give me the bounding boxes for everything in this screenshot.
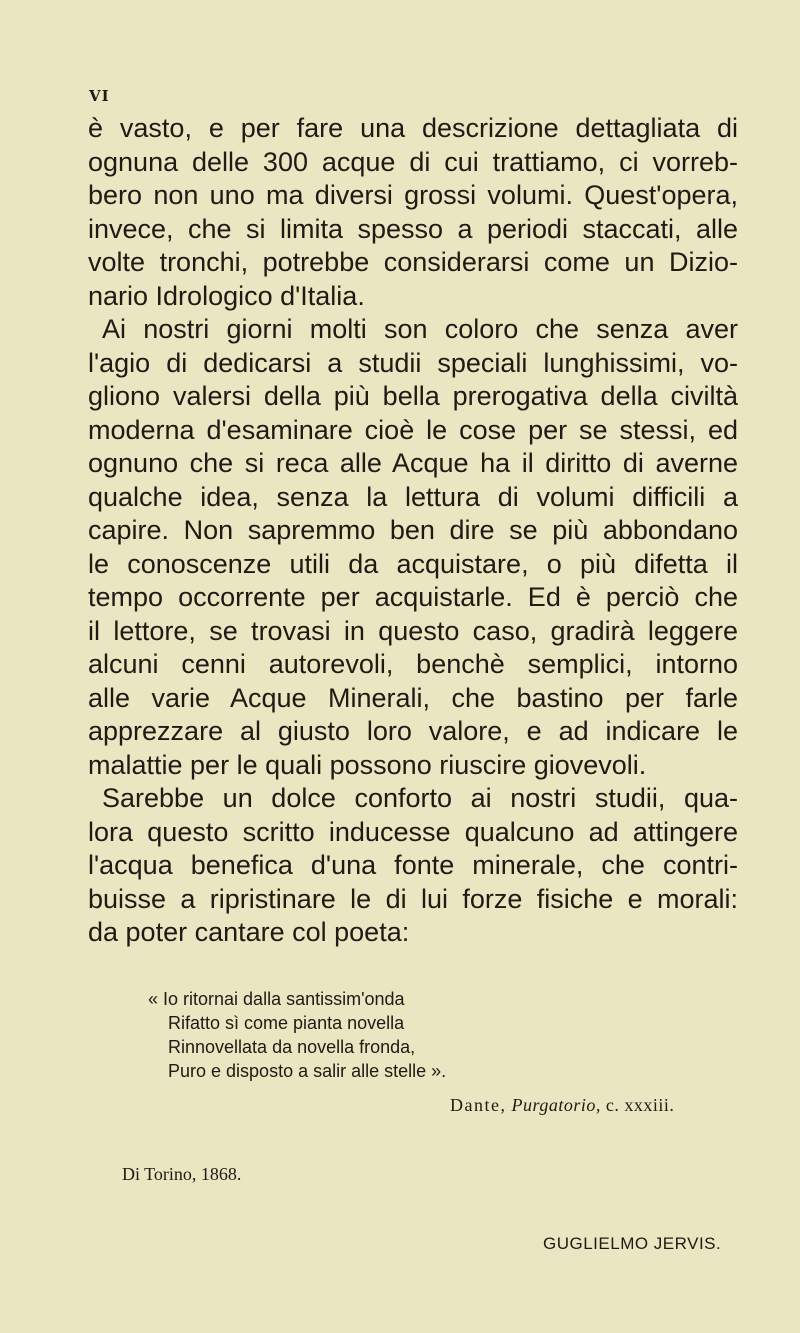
author-signature: GUGLIELMO JERVIS. xyxy=(543,1234,722,1253)
text-line: le conoscenze utili da acquistare, o più difetta il xyxy=(88,548,738,579)
text-line: Ai nostri giorni molti son coloro che senza aver xyxy=(102,314,738,344)
text-line: moderna d'esaminare cioè le cose per se stessi, ed xyxy=(88,414,738,445)
text-line: lora questo scritto inducesse qualcuno ad attingere xyxy=(88,816,738,847)
text-line: Sarebbe un dolce conforto ai nostri studii, qua- xyxy=(102,783,738,813)
text-line: ognuna delle 300 acque di cui trattiamo, ci vorreb- xyxy=(88,146,738,177)
text-line: alcuni cenni autorevoli, benchè semplici, intorno xyxy=(88,649,738,679)
text-line: l'agio di dedicarsi a studii speciali lunghissimi, vo- xyxy=(88,347,738,378)
citation-work: Purgatorio, xyxy=(511,1095,601,1115)
text-line: invece, che si limita spesso a periodi staccati, alle xyxy=(88,213,738,244)
text-line: buisse a ripristinare le di lui forze fisiche e morali: xyxy=(88,883,738,914)
text-line: ognuno che si reca alle Acque ha il diritto di averne xyxy=(88,448,738,478)
citation-canto: c. xxxiii. xyxy=(605,1095,675,1115)
text-line: gliono valersi della più bella prerogativa della civiltà xyxy=(88,381,738,411)
text-line: l'acqua benefica d'una fonte minerale, che contri- xyxy=(88,850,738,880)
body-text xyxy=(88,112,738,950)
text-line: il lettore, se trovasi in questo caso, gradirà leggere xyxy=(88,615,738,646)
verse-quotation xyxy=(148,987,446,1083)
text-line: bero non uno ma diversi grossi volumi. Quest'opera, xyxy=(88,180,738,210)
verse-line: « Io ritornai dalla santissim'onda xyxy=(148,989,405,1009)
text-line: capire. Non sapremmo ben dire se più abbondano xyxy=(88,515,738,545)
text-line: tempo occorrente per acquistarle. Ed è perciò che xyxy=(88,582,738,612)
verse-line: Rifatto sì come pianta novella xyxy=(168,1013,405,1033)
text-line: qualche idea, senza la lettura di volumi difficili a xyxy=(88,481,738,512)
page-number: VI xyxy=(89,87,110,105)
text-line: è vasto, e per fare una descrizione dettagliata di xyxy=(88,113,738,143)
place-date: Di Torino, 1868. xyxy=(122,1164,242,1184)
verse-line: Puro e disposto a salir alle stelle ». xyxy=(168,1061,447,1081)
text-line: volte tronchi, potrebbe considerarsi come un Dizio- xyxy=(88,247,738,277)
text-line: da poter cantare col poeta: xyxy=(88,917,410,947)
verse-citation xyxy=(450,1095,674,1116)
verse-line: Rinnovellata da novella fronda, xyxy=(168,1037,416,1057)
text-line: nario Idrologico d'Italia. xyxy=(88,280,365,311)
text-line: alle varie Acque Minerali, che bastino per farle xyxy=(88,682,738,713)
citation-author: Dante, xyxy=(450,1095,507,1115)
text-line: malattie per le quali possono riuscire giovevoli. xyxy=(88,749,647,780)
text-line: apprezzare al giusto loro valore, e ad indicare le xyxy=(88,716,738,746)
